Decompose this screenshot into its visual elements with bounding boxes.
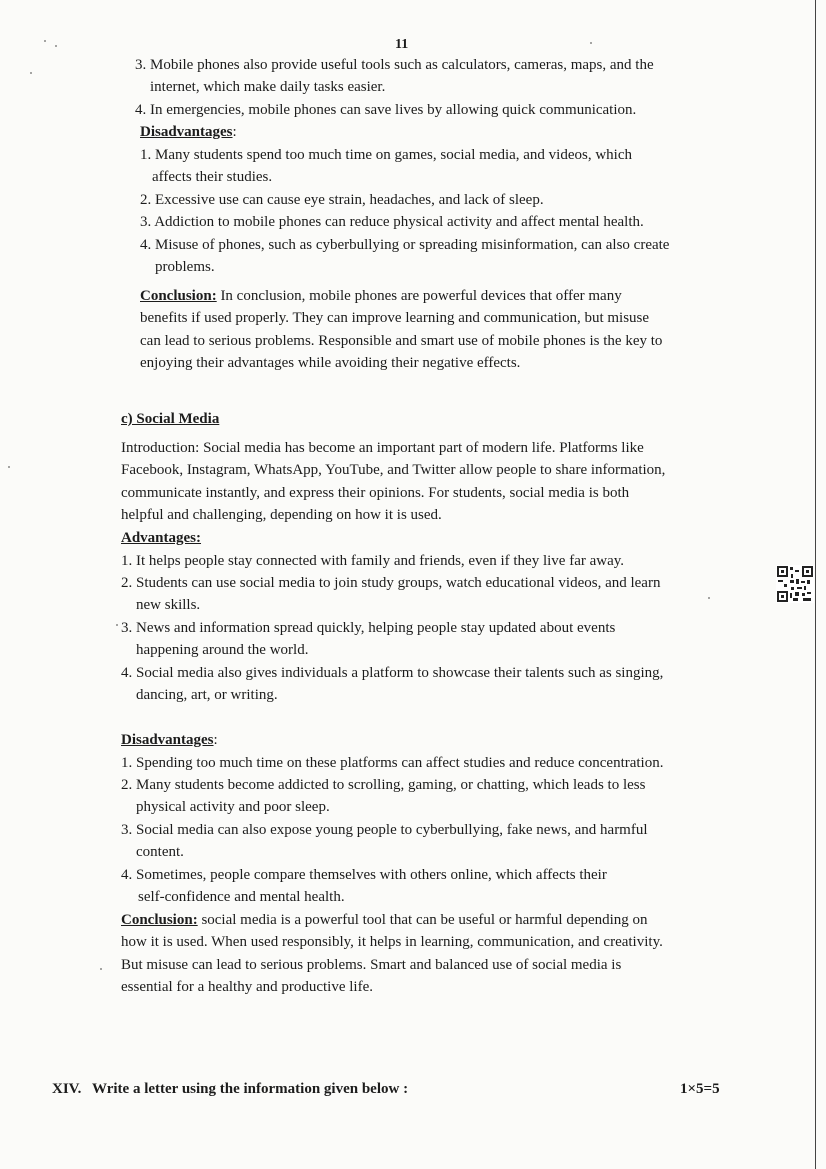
intro-line: Facebook, Instagram, WhatsApp, YouTube, and Twitter allow people to share information, (121, 462, 666, 478)
question-number: XIV. (52, 1081, 82, 1097)
list-item-continuation: affects their studies. (152, 169, 273, 185)
intro-line: helpful and challenging, depending on how it is used. (121, 507, 442, 523)
list-item-continuation: internet, which make daily tasks easier. (150, 79, 386, 95)
conclusion-line: how it is used. When used responsibly, it helps in learning, communication, and creativity. (121, 934, 663, 950)
scan-speck (30, 72, 32, 74)
conclusion-paragraph: Conclusion: social media is a powerful tool that can be useful or harmful depending on (121, 912, 648, 928)
list-item-continuation: dancing, art, or writing. (136, 687, 278, 703)
list-item-continuation: self-confidence and mental health. (138, 889, 345, 905)
scan-speck (590, 42, 592, 44)
conclusion-line: can lead to serious problems. Responsible and smart use of mobile phones is the key to (140, 333, 663, 349)
scan-speck (55, 45, 57, 47)
list-item: 1. Spending too much time on these platforms can affect studies and reduce concentration. (121, 755, 664, 771)
list-item: 4. Social media also gives individuals a platform to showcase their talents such as singing, (121, 665, 664, 681)
disadvantages-heading: Disadvantages: (140, 124, 237, 140)
list-item-continuation: new skills. (136, 597, 201, 613)
list-item: 1. It helps people stay connected with family and friends, even if they live far away. (121, 553, 625, 569)
list-item-continuation: happening around the world. (136, 642, 309, 658)
scan-speck (8, 466, 10, 468)
question-text: Write a letter using the information given below : (92, 1081, 409, 1097)
question-marks: 1×5=5 (680, 1081, 720, 1097)
conclusion-paragraph: Conclusion: In conclusion, mobile phones are powerful devices that offer many (140, 288, 622, 304)
list-item-continuation: content. (136, 844, 184, 860)
list-item: 3. Mobile phones also provide useful tools such as calculators, cameras, maps, and the (135, 57, 654, 73)
conclusion-line: But misuse can lead to serious problems. Smart and balanced use of social media is (121, 957, 622, 973)
disadvantages-heading: Disadvantages: (121, 732, 218, 748)
list-item: 4. Sometimes, people compare themselves with others online, which affects their (121, 867, 607, 883)
qr-code-icon (776, 565, 814, 603)
scan-speck (100, 968, 102, 970)
list-item: 2. Students can use social media to join study groups, watch educational videos, and learn (121, 575, 661, 591)
right-margin-rule (815, 0, 816, 1169)
intro-line: Introduction: Social media has become an important part of modern life. Platforms like (121, 440, 644, 456)
list-item: 3. Social media can also expose young people to cyberbullying, fake news, and harmful (121, 822, 648, 838)
list-item: 2. Many students become addicted to scrolling, gaming, or chatting, which leads to less (121, 777, 646, 793)
list-item: 4. In emergencies, mobile phones can save lives by allowing quick communication. (135, 102, 637, 118)
advantages-heading: Advantages: (121, 530, 202, 546)
conclusion-line: enjoying their advantages while avoiding their negative effects. (140, 355, 521, 371)
conclusion-line: benefits if used properly. They can improve learning and communication, but misuse (140, 310, 650, 326)
section-heading: c) Social Media (121, 411, 220, 427)
list-item: 1. Many students spend too much time on games, social media, and videos, which (140, 147, 632, 163)
scan-speck (708, 597, 710, 599)
conclusion-line: essential for a healthy and productive life. (121, 979, 373, 995)
page-number: 11 (395, 37, 409, 52)
list-item-continuation: problems. (155, 259, 215, 275)
scan-speck (116, 624, 118, 626)
scan-speck (44, 40, 46, 42)
list-item: 4. Misuse of phones, such as cyberbullying or spreading misinformation, can also create (140, 237, 670, 253)
list-item-continuation: physical activity and poor sleep. (136, 799, 330, 815)
list-item: 3. Addiction to mobile phones can reduce physical activity and affect mental health. (140, 214, 644, 230)
list-item: 2. Excessive use can cause eye strain, headaches, and lack of sleep. (140, 192, 544, 208)
intro-line: communicate instantly, and express their opinions. For students, social media is both (121, 485, 630, 501)
list-item: 3. News and information spread quickly, helping people stay updated about events (121, 620, 616, 636)
